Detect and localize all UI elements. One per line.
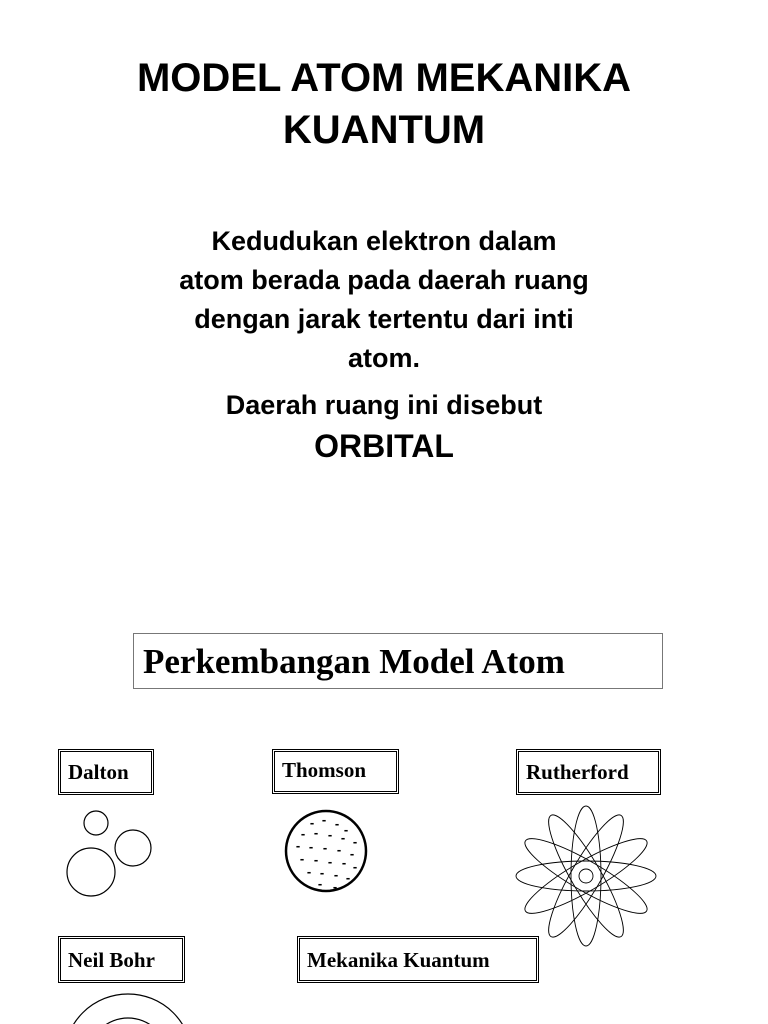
thomson-electron-charges — [296, 812, 357, 894]
rutherford-electron-orbits — [516, 806, 656, 946]
negative-charge: - — [306, 864, 312, 879]
rutherford-nucleus — [579, 869, 593, 883]
bohr-inner-shell — [88, 1018, 168, 1024]
dalton-model-diagram — [67, 811, 151, 896]
negative-charge: - — [327, 827, 333, 842]
dalton-small-sphere — [84, 811, 108, 835]
electron-orbit — [518, 828, 654, 924]
electron-orbit — [538, 808, 634, 944]
negative-charge: - — [313, 852, 319, 867]
negative-charge: - — [319, 865, 325, 880]
negative-charge: - — [313, 825, 319, 840]
negative-charge: - — [343, 822, 349, 837]
electron-orbit — [571, 806, 601, 946]
negative-charge: - — [336, 842, 342, 857]
description-line-2: atom berada pada daerah ruang — [179, 265, 589, 295]
bohr-label: Neil Bohr — [58, 936, 185, 983]
negative-charge: - — [341, 855, 347, 870]
negative-charge: - — [317, 876, 323, 891]
description-line-4: atom. — [347, 343, 420, 373]
description-line-3: dengan jarak tertentu dari inti — [194, 304, 574, 334]
thomson-label: Thomson — [272, 749, 399, 794]
negative-charge: - — [321, 812, 327, 827]
dalton-label: Dalton — [58, 749, 154, 795]
bohr-model-diagram — [64, 994, 192, 1024]
negative-charge: - — [332, 879, 338, 894]
negative-charge: - — [349, 846, 355, 861]
thomson-model-diagram — [286, 811, 366, 894]
negative-charge: - — [327, 854, 333, 869]
negative-charge: - — [334, 816, 340, 831]
negative-charge: - — [295, 838, 301, 853]
electron-orbit — [516, 861, 656, 891]
negative-charge: - — [299, 851, 305, 866]
negative-charge: - — [300, 826, 306, 841]
rutherford-model-diagram — [516, 806, 656, 946]
electron-orbit — [538, 808, 634, 944]
negative-charge: - — [340, 830, 346, 845]
negative-charge: - — [345, 870, 351, 885]
electron-orbit — [518, 828, 654, 924]
negative-charge: - — [352, 859, 358, 874]
negative-charge: - — [308, 839, 314, 854]
description-line-5: Daerah ruang ini disebut — [225, 390, 543, 420]
dalton-medium-sphere — [115, 830, 151, 866]
negative-charge: - — [322, 840, 328, 855]
dalton-large-sphere — [67, 848, 115, 896]
page-title-line-2: KUANTUM — [282, 108, 486, 152]
description-line-1: Kedudukan elektron dalam — [211, 226, 557, 256]
orbital-term: ORBITAL — [314, 428, 454, 464]
section-heading: Perkembangan Model Atom — [133, 633, 663, 689]
quantum-mechanics-label: Mekanika Kuantum — [297, 936, 539, 983]
negative-charge: - — [309, 815, 315, 830]
negative-charge: - — [352, 834, 358, 849]
rutherford-label: Rutherford — [516, 749, 661, 795]
bohr-outer-shell — [64, 994, 192, 1024]
negative-charge: - — [333, 867, 339, 882]
page-title-line-1: MODEL ATOM MEKANIKA — [136, 56, 632, 100]
